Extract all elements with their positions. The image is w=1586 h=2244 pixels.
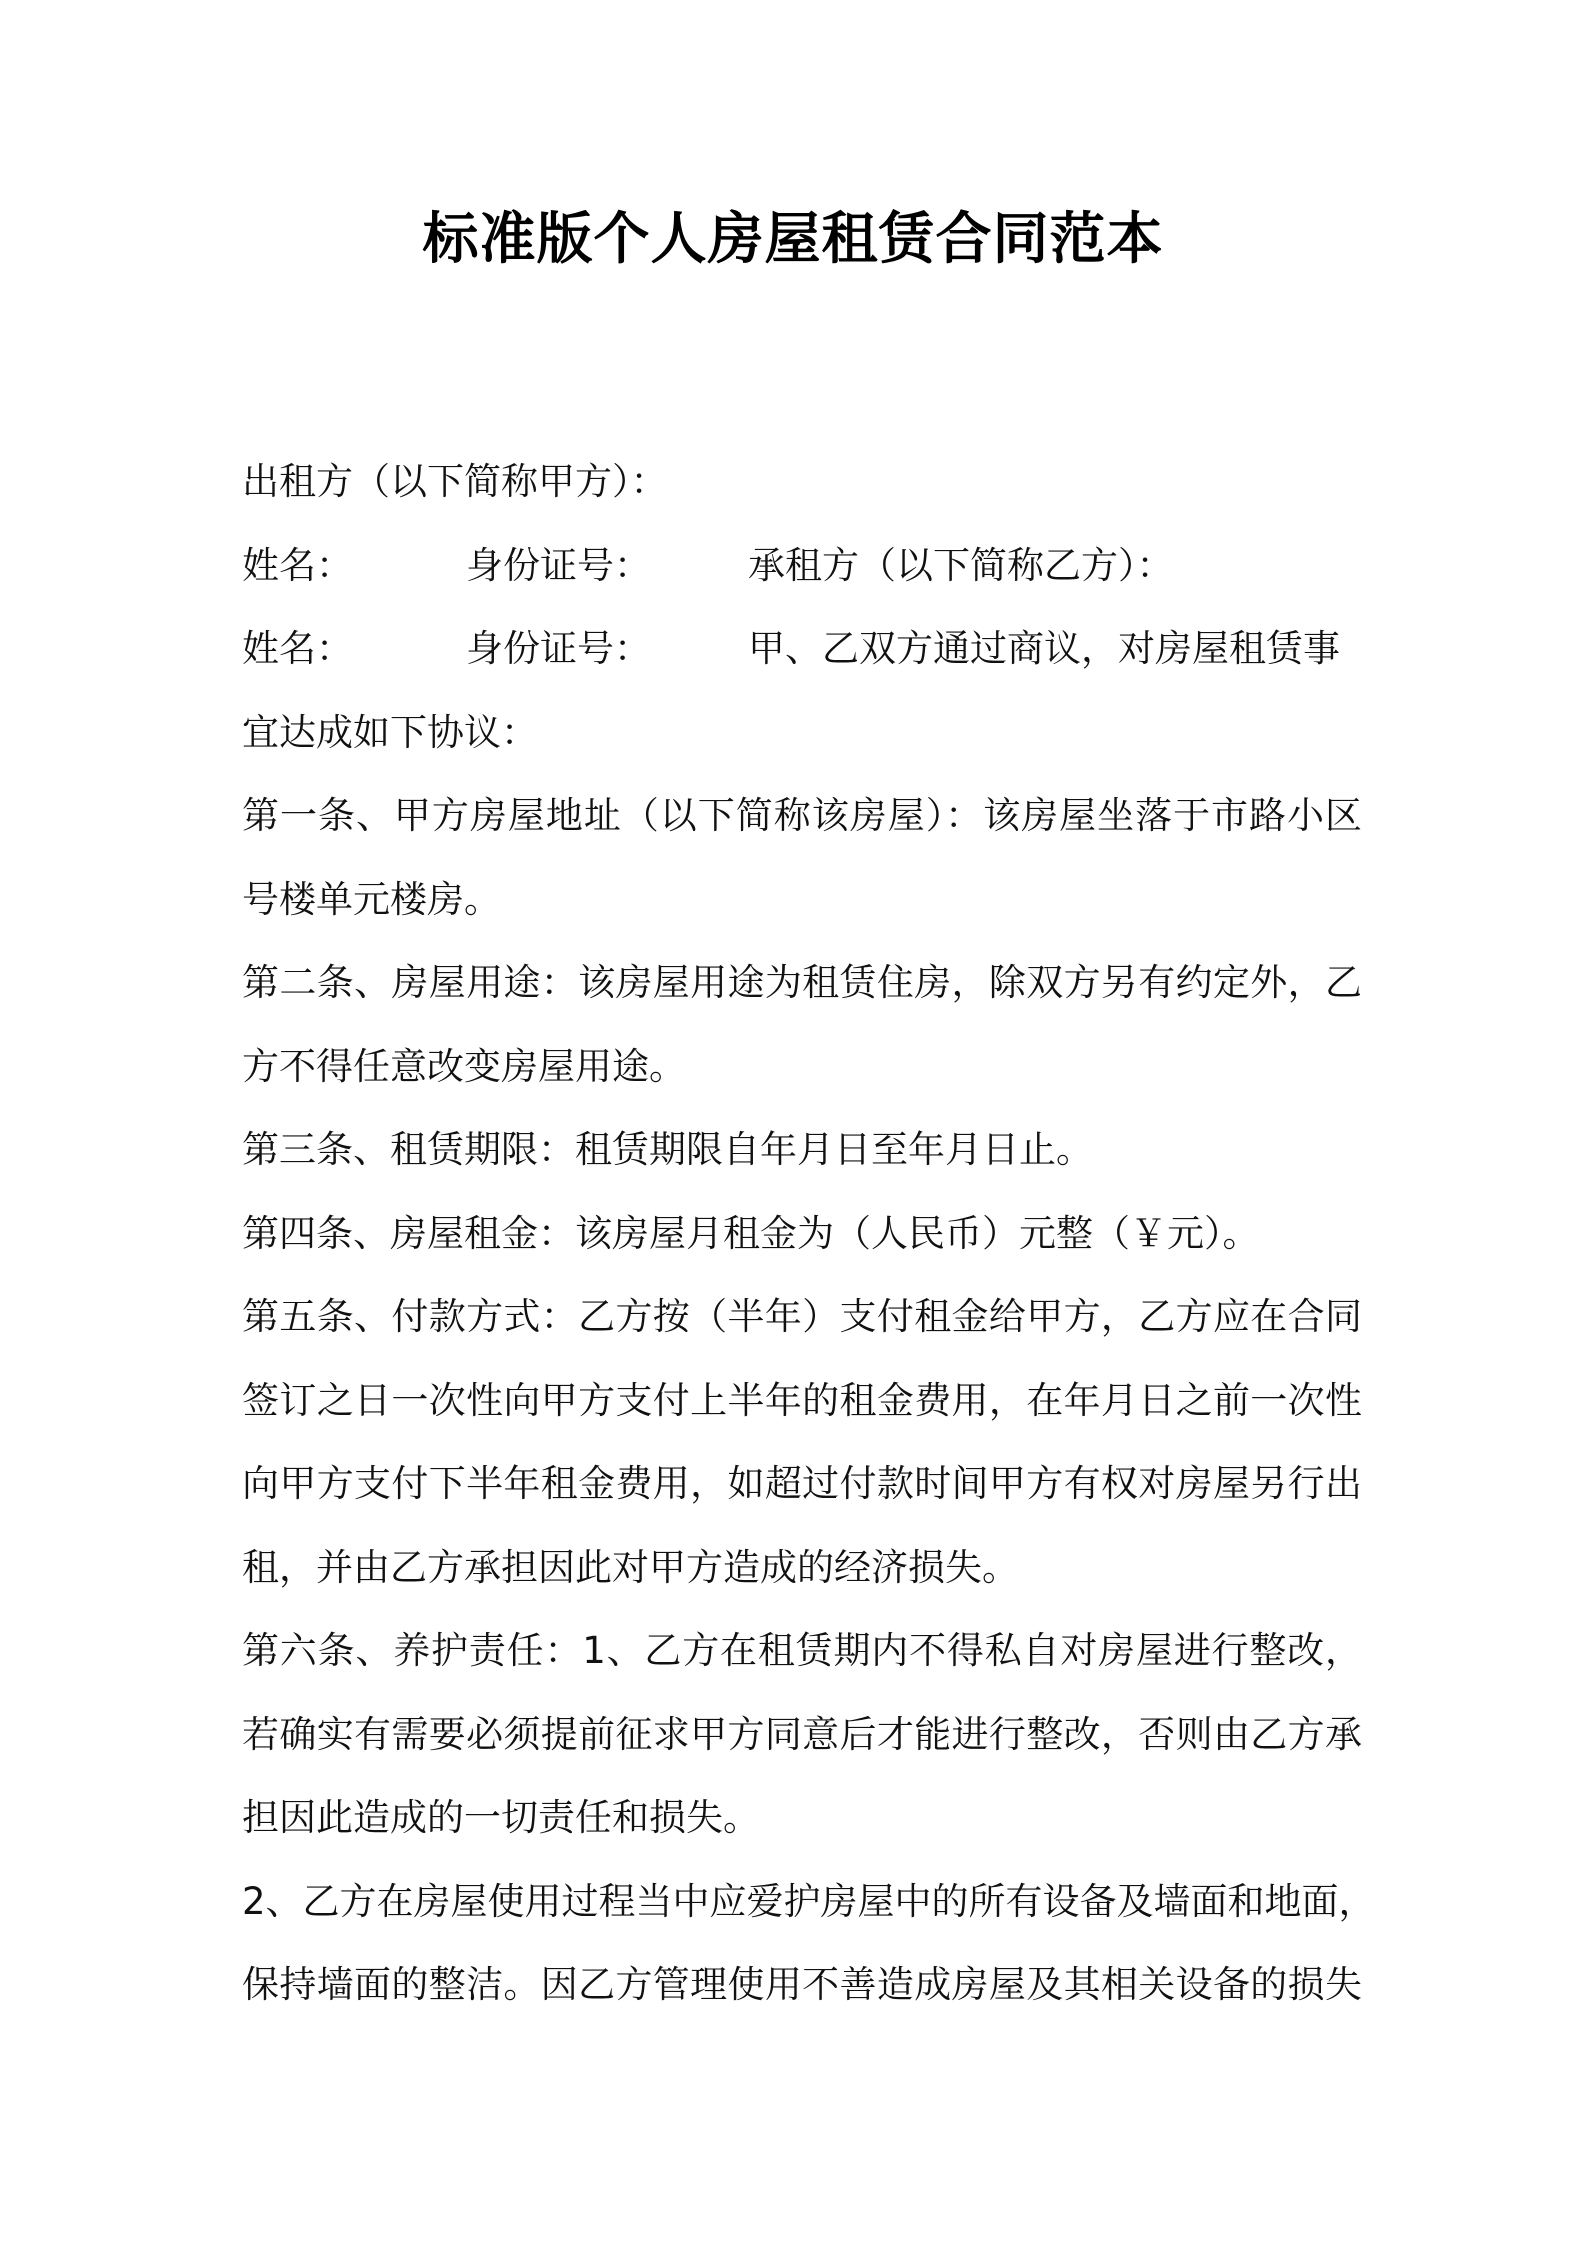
paragraph-line: 第二条、房屋用途：该房屋用途为租赁住房，除双方另有约定外，乙 <box>242 961 1362 1004</box>
paragraph-line: 担因此造成的一切责任和损失。 <box>242 1796 760 1839</box>
id-number-label: 身份证号： <box>466 627 651 670</box>
paragraph-line: 若确实有需要必须提前征求甲方同意后才能进行整改，否则由乙方承 <box>242 1712 1362 1756</box>
paragraph-line: 保持墙面的整洁。因乙方管理使用不善造成房屋及其相关设备的损失 <box>242 1963 1362 2006</box>
paragraph-line: 第五条、付款方式：乙方按（半年）支付租金给甲方，乙方应在合同 <box>242 1295 1362 1338</box>
paragraph-line: 租，并由乙方承担因此对甲方造成的经济损失。 <box>242 1545 1019 1589</box>
document-title: 标准版个人房屋租赁合同范本 <box>422 207 1164 272</box>
lessor-line: 出租方（以下简称甲方）： <box>242 460 668 503</box>
paragraph-line: 第一条、甲方房屋地址（以下简称该房屋）：该房屋坐落于市路小区 <box>242 794 1362 837</box>
paragraph-line: 2、乙方在房屋使用过程当中应爱护房屋中的所有设备及墙面和地面， <box>242 1879 1376 1923</box>
paragraph-line: 第三条、租赁期限：租赁期限自年月日至年月日止。 <box>242 1128 1093 1171</box>
paragraph-line: 号楼单元楼房。 <box>242 877 501 921</box>
name-label: 姓名： <box>242 543 353 587</box>
paragraph-line: 第六条、养护责任：1、乙方在租赁期内不得私自对房屋进行整改， <box>242 1629 1362 1672</box>
party-line-1 <box>242 524 1362 608</box>
party-line-2 <box>242 607 1362 691</box>
paragraph-line: 向甲方支付下半年租金费用，如超过付款时间甲方有权对房屋另行出 <box>242 1462 1362 1505</box>
name-label: 姓名： <box>242 627 353 670</box>
paragraph-line: 方不得任意改变房屋用途。 <box>242 1044 686 1088</box>
paragraph-line: 签订之日一次性向甲方支付上半年的租金费用，在年月日之前一次性 <box>242 1378 1362 1422</box>
id-number-label: 身份证号： <box>466 543 651 587</box>
paragraph-line: 第四条、房屋租金：该房屋月租金为（人民币）元整（￥元）。 <box>242 1211 1260 1255</box>
document-body <box>242 440 1376 2027</box>
agreement-intro: 甲、乙双方通过商议，对房屋租赁事 <box>748 627 1340 670</box>
lessee-label: 承租方（以下简称乙方）： <box>748 543 1174 587</box>
paragraph-line: 宜达成如下协议： <box>242 710 538 754</box>
